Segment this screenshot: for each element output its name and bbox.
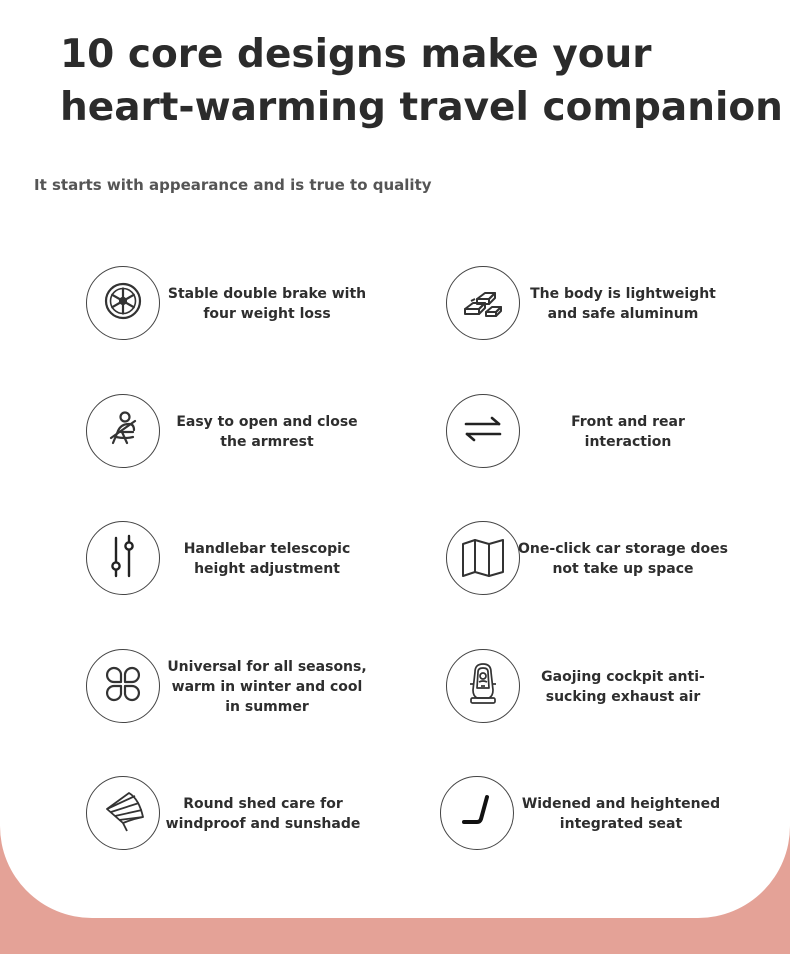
seated-person-icon	[99, 405, 147, 457]
icon-circle	[446, 649, 520, 723]
aluminum-bars-icon	[459, 277, 507, 329]
feature-label: Round shed care for windproof and sunshade	[165, 796, 361, 832]
feature-double-brake	[86, 266, 416, 346]
feature-front-rear	[446, 394, 776, 474]
icon-circle	[446, 521, 520, 595]
feature-canopy	[86, 776, 416, 856]
folded-map-icon	[459, 532, 507, 584]
icon-circle	[446, 394, 520, 468]
icon-circle	[86, 521, 160, 595]
car-seat-icon	[459, 660, 507, 712]
feature-integrated-seat	[440, 776, 770, 856]
icon-circle	[446, 266, 520, 340]
seat-profile-icon	[453, 787, 501, 839]
feature-label: Universal for all seasons, warm in winter and cool in summer	[167, 659, 367, 715]
icon-circle	[86, 266, 160, 340]
feature-all-seasons	[86, 649, 416, 729]
feature-label: One-click car storage does not take up space	[518, 541, 728, 577]
icon-circle	[86, 394, 160, 468]
wheel-icon	[99, 277, 147, 329]
icon-circle	[86, 776, 160, 850]
icon-circle	[440, 776, 514, 850]
tagline: It starts with appearance and is true to quality	[34, 176, 432, 194]
feature-label: Gaojing cockpit anti-sucking exhaust air	[541, 669, 705, 705]
canopy-icon	[99, 787, 147, 839]
swap-arrows-icon	[459, 405, 507, 457]
feature-label: Widened and heightened integrated seat	[521, 796, 721, 832]
title-line-2: heart-warming travel companion	[60, 85, 783, 130]
title-line-1: 10 core designs make your	[60, 32, 652, 77]
four-leaf-icon	[99, 660, 147, 712]
feature-handlebar	[86, 521, 416, 601]
feature-label: The body is lightweight and safe aluminum	[530, 286, 716, 322]
icon-circle	[86, 649, 160, 723]
feature-car-storage	[446, 521, 776, 601]
feature-label: Easy to open and close the armrest	[176, 414, 358, 450]
feature-label: Front and rear interaction	[571, 414, 685, 450]
feature-aluminum-body	[446, 266, 776, 346]
feature-label: Handlebar telescopic height adjustment	[183, 541, 351, 577]
feature-label: Stable double brake with four weight loss	[167, 286, 367, 322]
feature-armrest	[86, 394, 416, 474]
feature-cockpit	[446, 649, 776, 729]
slider-adjust-icon	[99, 532, 147, 584]
page-title	[60, 28, 783, 134]
